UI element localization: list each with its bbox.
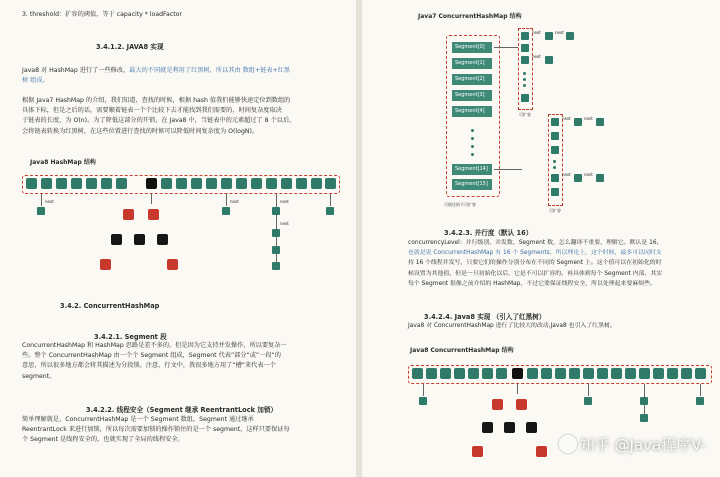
bin: [681, 368, 692, 379]
ellipsis-dot: [523, 84, 526, 87]
link-line: [41, 194, 42, 206]
ellipsis-dot: [523, 78, 526, 81]
table-caption: 可扩容: [519, 112, 531, 117]
bucket: [26, 178, 37, 189]
next-label: next: [584, 116, 593, 121]
zhihu-watermark: 知乎 @Java程序V-: [556, 434, 706, 455]
bucket: [116, 178, 127, 189]
bin: [653, 368, 664, 379]
bucket: [266, 178, 277, 189]
segment-cell: Segment[4]: [452, 106, 492, 117]
tree-node-red: [472, 446, 483, 457]
bin: [667, 368, 678, 379]
bucket: [176, 178, 187, 189]
bucket: [101, 178, 112, 189]
bucket: [281, 178, 292, 189]
segment-cell: Segment[3]: [452, 90, 492, 101]
tree-node-black: [482, 422, 493, 433]
bin: [482, 368, 493, 379]
bin: [541, 368, 552, 379]
next-label: next: [280, 221, 289, 226]
list-node: [272, 246, 280, 254]
paragraph-concurrency-level: concurrencyLevel：并行级别、并发数、Segment 数，怎么翻译不重要，理解它。默认是 16， 也就是说 ConcurrentHashMap 有 16 个 Segments，所以理论上，这个时候，最多可以同时支 持 16 个线程并发写，只要它们的操作分别分布在不同的 Segment 上。这个值可以在初始化的时 候设置为其他值，但是一旦初始化以后，它是不可以扩容的。再具体到每个 Segment 内部，其实 每个 Segment 很像之前介绍的 HashMap，不过它要保证线程安全，所以处理起来要麻烦些。: [408, 240, 663, 287]
ellipsis-dot: [471, 153, 474, 156]
bin: [468, 368, 479, 379]
entry-node: [551, 118, 559, 126]
paragraph-thread-safety: 简单理解就是，ConcurrentHashMap 是一个 Segment 数组，Segment 通过继承 ReentrantLock 来进行加锁，所以每次需要加锁的操作锁住的是一个 segment，这样只要保证每 个 Segment 是线程安全的，也就实现了全局的线程安全。: [22, 416, 290, 444]
list-node: [222, 207, 230, 215]
bin: [412, 368, 423, 379]
heading-java8-chm: 3.4.2.4. Java8 实现 （引入了红黑树）: [424, 313, 546, 321]
java8-chm-diagram: [408, 362, 714, 474]
bin: [527, 368, 538, 379]
table-caption: 可扩容: [549, 208, 561, 213]
next-label: next: [45, 199, 54, 204]
paragraph-java7-compare: 根据 Java7 HashMap 的介绍，我们知道，查找的时候，根据 hash 值我们能够快速定位到数组的 具体下标，但是之后的话，需要顺着链表一个个比较下去才能找到我们需要的，时间复杂度取决 于链表的长度，为 O(n)。为了降低这部分的开销，在 Java8 中，当链表中的元素超过了 8 个以后， 会将链表转换为红黑树，在这些位置进行查找的时候可以降低时间复杂度为 O(logN)。: [22, 97, 296, 135]
next-label: next: [562, 172, 571, 177]
bucket: [71, 178, 82, 189]
bin-tree-root: [512, 368, 523, 379]
java8-hashmap-diagram: [22, 172, 342, 282]
entry-node: [521, 94, 529, 102]
left-page: [0, 0, 356, 477]
entry-node: [521, 32, 529, 40]
tree-node-red: [167, 259, 178, 270]
tree-node-red: [516, 399, 527, 410]
list-node: [272, 262, 280, 270]
heading-thread-safety: 3.4.2.2. 线程安全（Segment 继承 ReentrantLock 加锁）: [86, 406, 278, 414]
paragraph-java8-intro: Java8 对 HashMap 进行了一些修改，最大的不同就是利用了红黑树，所以其由 数组+链表+红黑 树 组成。: [22, 67, 291, 85]
tree-node-black: [157, 234, 168, 245]
tree-node-black: [134, 234, 145, 245]
heading-segment: 3.4.2.1. Segment 段: [94, 333, 167, 341]
list-node: [584, 397, 592, 405]
next-label: next: [532, 30, 541, 35]
next-label: next: [230, 199, 239, 204]
chain-node: [574, 118, 582, 126]
tree-node-red: [536, 446, 547, 457]
bin: [639, 368, 650, 379]
link-line: [423, 384, 424, 396]
diagram-title-java8-hashmap: Java8 HashMap 结构: [30, 159, 96, 166]
entry-node: [551, 188, 559, 196]
diagram-title-java7-chm: Java7 ConcurrentHashMap 结构: [418, 13, 522, 20]
list-node: [326, 207, 334, 215]
bucket: [325, 178, 336, 189]
bin: [555, 368, 566, 379]
ellipsis-dot: [523, 72, 526, 75]
bucket: [236, 178, 247, 189]
segment-cell: Segment[2]: [452, 74, 492, 85]
right-page: [362, 0, 720, 477]
bin: [597, 368, 608, 379]
bin: [454, 368, 465, 379]
bucket-tree-root: [146, 178, 157, 189]
segment-cell: Segment[0]: [452, 42, 492, 53]
link-line: [700, 384, 701, 396]
list-node: [640, 397, 648, 405]
next-label: next: [584, 172, 593, 177]
diagram-title-java8-chm: Java8 ConcurrentHashMap 结构: [410, 347, 514, 354]
connector: [494, 169, 522, 170]
list-node: [419, 397, 427, 405]
bin: [496, 368, 507, 379]
segment-cell: Segment[15]: [452, 179, 492, 190]
bucket: [86, 178, 97, 189]
bucket: [41, 178, 52, 189]
bucket: [251, 178, 262, 189]
tree-node-red: [123, 209, 134, 220]
list-node: [696, 397, 704, 405]
paragraph-segment: ConcurrentHashMap 和 HashMap 思路是差不多的，但是因为它支持并发操作，所以要复杂一 些。整个 ConcurrentHashMap 由一个个 Segment 组成，Segment 代表”部分“或”一段“的 意思，所以很多地方都会将其描述为分段锁。注意，行文中，我很多地方用了“槽”来代表一个 segment。: [22, 342, 287, 380]
heading-concurrenthashmap: 3.4.2. ConcurrentHashMap: [60, 302, 160, 310]
tree-node-red: [492, 399, 503, 410]
chain-node: [574, 174, 582, 182]
tree-node-red: [100, 259, 111, 270]
segment-cell: Segment[14]: [452, 164, 492, 175]
chain-node: [566, 32, 574, 40]
bin: [625, 368, 636, 379]
bin: [611, 368, 622, 379]
link-line: [226, 194, 227, 206]
java7-chm-diagram: [438, 22, 638, 220]
bin: [583, 368, 594, 379]
threshold-item: 3. threshold：扩容的阈值，等于 capacity * loadFactor: [22, 11, 182, 18]
connector: [494, 47, 518, 48]
entry-node: [521, 44, 529, 52]
bin: [426, 368, 437, 379]
heading-java8-impl: 3.4.1.2. JAVA8 实现: [96, 43, 164, 51]
next-label: next: [555, 30, 564, 35]
ellipsis-dot: [471, 129, 474, 132]
entry-node: [551, 146, 559, 154]
segment-cell: Segment[1]: [452, 58, 492, 69]
tree-node-black: [504, 422, 515, 433]
list-node: [272, 229, 280, 237]
bucket: [221, 178, 232, 189]
chain-node: [545, 56, 553, 64]
tree-line: [517, 384, 518, 394]
paragraph-java8-chm: Java8 对 ConcurrentHashMap 进行了比较大的改动,Java8 也引入了红黑树。: [408, 323, 616, 329]
bucket: [56, 178, 67, 189]
bucket: [206, 178, 217, 189]
chain-node: [596, 118, 604, 126]
next-label: next: [532, 54, 541, 59]
chain-node: [545, 32, 553, 40]
ellipsis-dot: [553, 166, 556, 169]
entry-node: [521, 56, 529, 64]
next-label: next: [562, 116, 571, 121]
tree-node-black: [526, 422, 537, 433]
list-node: [37, 207, 45, 215]
next-label: next: [280, 199, 289, 204]
ellipsis-dot: [471, 145, 474, 148]
tree-node-black: [111, 234, 122, 245]
tree-line: [151, 194, 152, 204]
zhihu-logo-icon: [559, 435, 577, 453]
chain-node: [596, 174, 604, 182]
bin: [440, 368, 451, 379]
ellipsis-dot: [553, 160, 556, 163]
list-node: [272, 207, 280, 215]
bucket: [191, 178, 202, 189]
bin: [695, 368, 706, 379]
ellipsis-dot: [471, 137, 474, 140]
segment-caption: 可锁住的不可扩容: [444, 202, 476, 207]
tree-node-red: [148, 209, 159, 220]
list-node: [640, 414, 648, 422]
entry-node: [551, 132, 559, 140]
bucket: [161, 178, 172, 189]
entry-node: [551, 174, 559, 182]
heading-parallelism: 3.4.2.3. 并行度（默认 16）: [444, 229, 533, 237]
bucket: [311, 178, 322, 189]
bin: [569, 368, 580, 379]
bucket: [296, 178, 307, 189]
link-line: [330, 194, 331, 206]
link-line: [588, 384, 589, 396]
